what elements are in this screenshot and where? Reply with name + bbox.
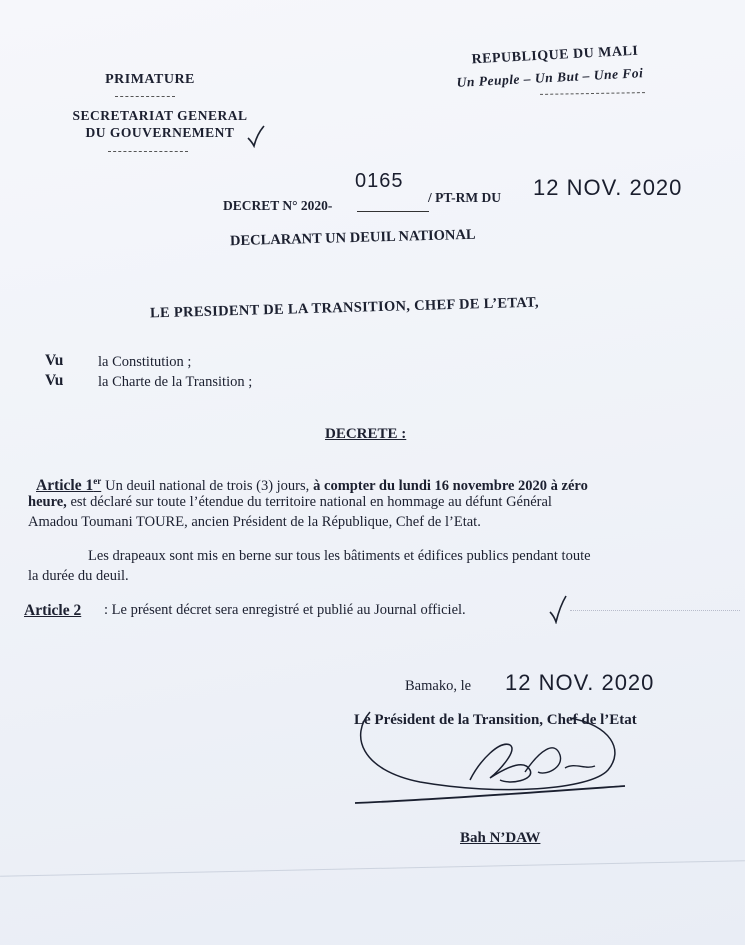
authority-heading: LE PRESIDENT DE LA TRANSITION, CHEF DE L’ETAT, bbox=[149, 294, 540, 322]
article1-label: Article 1er bbox=[36, 476, 102, 495]
faint-rule bbox=[570, 610, 740, 611]
decree-number-prefix: DECRET N° 2020- bbox=[223, 198, 333, 213]
sgg-line2: DU GOUVERNEMENT bbox=[85, 125, 235, 140]
decree-number-line bbox=[357, 211, 429, 212]
paper-fold-line bbox=[0, 860, 745, 877]
signatory-title: Le Président de la Transition, Chef de l’Etat bbox=[354, 712, 637, 728]
article2-label: Article 2 bbox=[24, 602, 82, 619]
visa-text: la Charte de la Transition ; bbox=[98, 374, 253, 390]
place-date-stamp: 12 NOV. 2020 bbox=[505, 670, 655, 695]
sgg-line1: SECRETARIAT GENERAL bbox=[72, 108, 248, 123]
article1-line2: heure, est déclaré sur toute l’étendue du territoire national en hommage au défunt Général bbox=[28, 494, 552, 510]
article1-line3: Amadou Toumani TOURE, ancien Président de la République, Chef de l’Etat. bbox=[28, 514, 481, 530]
place-date-prefix: Bamako, le bbox=[405, 678, 472, 694]
decree-number-suffix: / PT-RM DU bbox=[428, 190, 501, 205]
article1-text-a: Un deuil national de trois (3) jours, bbox=[105, 478, 310, 495]
handwritten-signature bbox=[340, 700, 640, 810]
primature-heading: PRIMATURE bbox=[105, 72, 195, 87]
header-divider bbox=[115, 96, 175, 97]
visa-label: Vu bbox=[45, 352, 64, 369]
decree-title: DECLARANT UN DEUIL NATIONAL bbox=[229, 226, 476, 250]
handwritten-checkmark-icon bbox=[246, 124, 266, 148]
visa-label: Vu bbox=[45, 372, 64, 389]
republic-heading: REPUBLIQUE DU MALI bbox=[471, 43, 639, 68]
article1-text-bold: à compter du lundi 16 novembre 2020 à zéro bbox=[313, 478, 588, 495]
header-divider bbox=[108, 151, 188, 152]
header-divider bbox=[540, 92, 645, 95]
visa-text: la Constitution ; bbox=[98, 354, 192, 370]
national-motto: Un Peuple – Un But – Une Foi bbox=[456, 65, 644, 90]
signatory-name: Bah N’DAW bbox=[460, 830, 541, 846]
decree-number-stamp: 0165 bbox=[355, 170, 404, 192]
article2-text: : Le présent décret sera enregistré et publié au Journal officiel. bbox=[104, 602, 466, 618]
decrete-heading: DECRETE : bbox=[325, 426, 407, 442]
handwritten-checkmark-icon bbox=[548, 594, 568, 624]
paragraph2-line2: la durée du deuil. bbox=[28, 568, 129, 584]
decree-date-stamp: 12 NOV. 2020 bbox=[533, 175, 683, 200]
paragraph2-line1: Les drapeaux sont mis en berne sur tous les bâtiments et édifices publics pendant toute bbox=[88, 548, 591, 564]
